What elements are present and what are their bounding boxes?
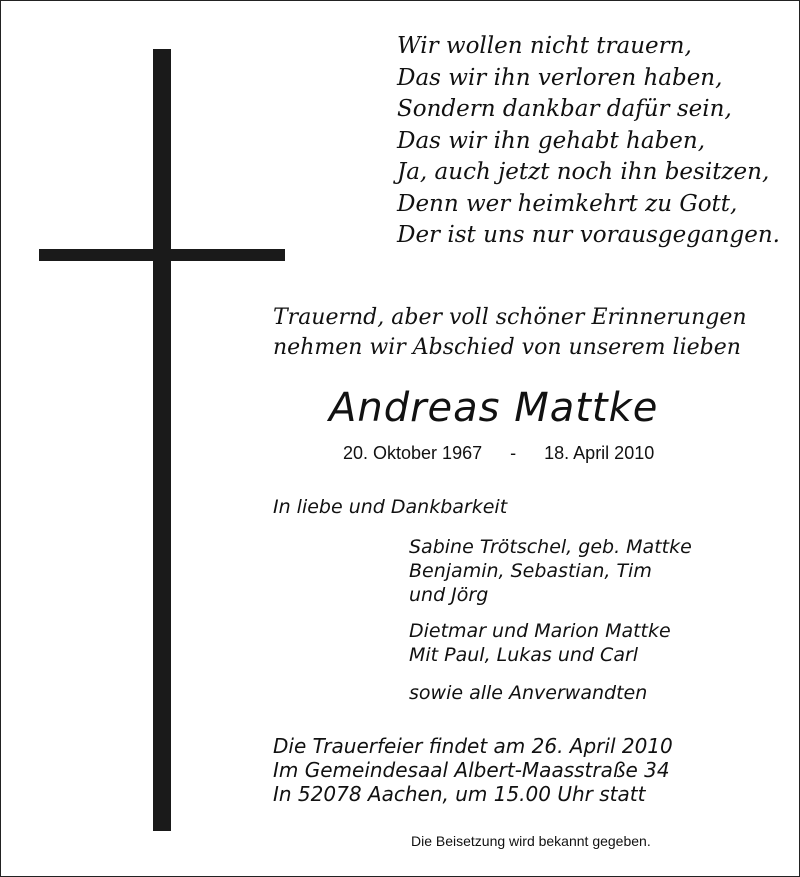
death-date: 18. April 2010: [544, 443, 655, 463]
mourner-group-1: [409, 535, 692, 607]
life-dates: [343, 443, 654, 464]
cross-icon-vertical-beam: [153, 49, 171, 831]
burial-note: Die Beisetzung wird bekannt gegeben.: [411, 833, 651, 849]
poem-line: Sondern dankbar dafür sein,: [397, 96, 732, 122]
birth-date: 20. Oktober 1967: [343, 443, 483, 463]
mourner-line: Mit Paul, Lukas und Carl: [409, 644, 639, 666]
poem-line: Das wir ihn gehabt haben,: [397, 127, 706, 154]
service-line: Die Trauerfeier findet am 26. April 2010: [273, 734, 673, 758]
funeral-service-info: [273, 734, 673, 806]
poem-line: Denn wer heimkehrt zu Gott,: [397, 190, 738, 217]
mourner-line: Sabine Trötschel, geb. Mattke: [409, 536, 692, 558]
cross-icon-horizontal-beam: [39, 249, 285, 261]
date-separator: -: [510, 443, 517, 463]
poem: [397, 31, 780, 252]
mourners-heading: In liebe und Dankbarkeit: [273, 496, 508, 518]
service-line: In 52078 Aachen, um 15.00 Uhr statt: [273, 782, 646, 806]
deceased-name: Andreas Mattke: [329, 385, 659, 431]
mourner-group-3: sowie alle Anverwandten: [409, 682, 648, 704]
mourner-line: Benjamin, Sebastian, Tim: [409, 560, 652, 582]
mourner-line: Dietmar und Marion Mattke: [409, 620, 671, 642]
poem-line: Das wir ihn verloren haben,: [397, 64, 723, 91]
service-line: Im Gemeindesaal Albert-Maasstraße 34: [273, 758, 670, 782]
intro-line-1: Trauernd, aber voll schöner Erinnerungen: [273, 305, 747, 330]
poem-line: Der ist uns nur vorausgegangen.: [397, 222, 780, 248]
poem-line: Wir wollen nicht trauern,: [397, 33, 692, 59]
poem-line: Ja, auch jetzt noch ihn besitzen,: [397, 159, 770, 185]
intro-line-2: nehmen wir Abschied von unserem lieben: [273, 335, 741, 360]
mourner-group-2: [409, 619, 671, 667]
mourner-line: und Jörg: [409, 584, 489, 606]
intro-text: [273, 303, 747, 363]
